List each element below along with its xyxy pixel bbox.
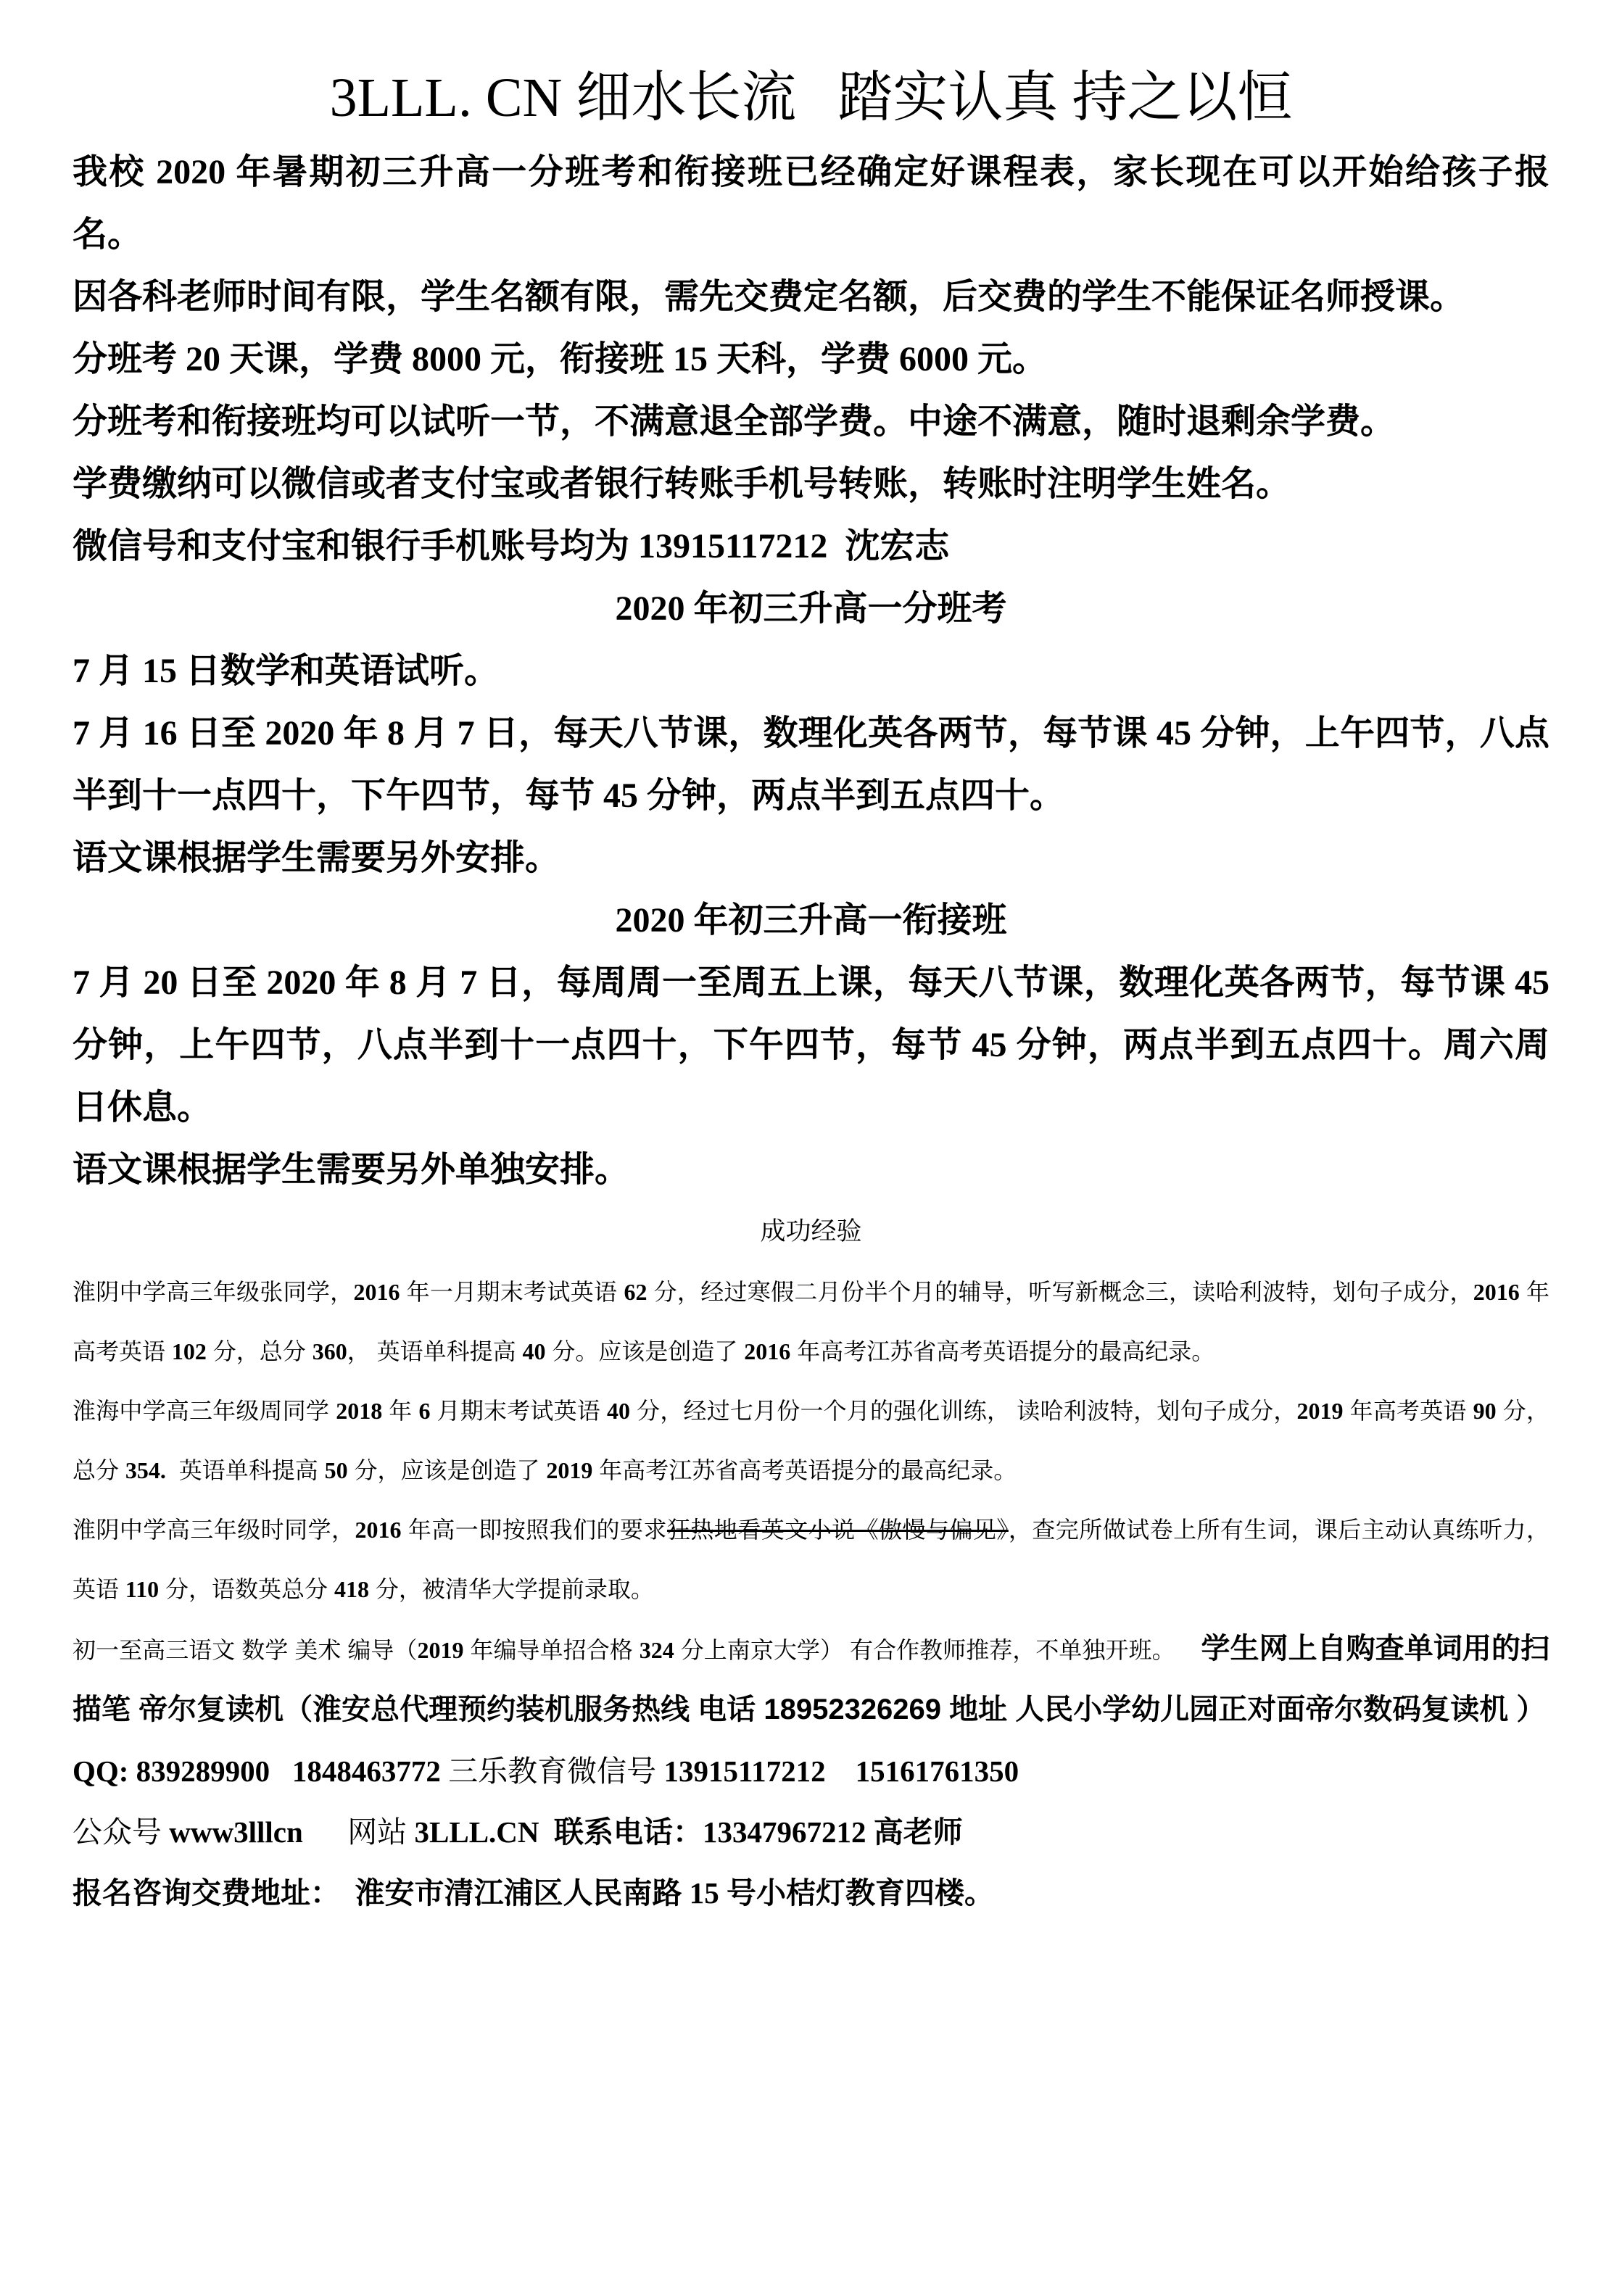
text-run: 学费缴纳可以微信或者支付宝或者银行转账手机号转账，转账时注明学生姓名。 (73, 465, 1291, 503)
text-run: 淮海中学高三年级周同学 (73, 1398, 336, 1424)
text-run: 102 (171, 1338, 207, 1364)
text-run: 50 (324, 1457, 348, 1483)
text-run: 语文课根据学生需要另外单独安排。 (73, 1151, 630, 1189)
wechat-label: 三乐教育微信号 (448, 1754, 664, 1788)
bridge-class-heading (73, 890, 1549, 952)
text-run: 324 (639, 1637, 674, 1663)
text-run: 110 (125, 1576, 160, 1602)
text-run: 2016 (355, 1517, 402, 1543)
text-run: 年一月期末考试英语 (400, 1279, 624, 1305)
bridge-schedule-paragraph (73, 952, 1558, 1139)
strikethrough-text: 狂热地看英文小说《傲慢与偏见》 (666, 1517, 1009, 1543)
text-run: 微信号和支付宝和银行手机账号均为 (73, 527, 639, 565)
text-run: 语文课根据学生需要另外安排。 (73, 839, 560, 877)
qq-contact-line (73, 1741, 1549, 1802)
placement-schedule-paragraph (73, 703, 1549, 827)
text-run: 分，经过寒假二月份半个月的辅导，听写新概念三，读哈利波特，划句子成分， (647, 1279, 1473, 1305)
payment-method-paragraph (73, 453, 1549, 515)
text-run: 360 (312, 1338, 347, 1364)
text-run: 2016 (353, 1279, 400, 1305)
chinese-class-note-2 (73, 1139, 1549, 1201)
intro-paragraph (73, 141, 1549, 266)
text-run: ， 英语单科提高 (347, 1338, 523, 1364)
text-run: 初一至高三语文 数学 美术 编导（ (73, 1637, 418, 1663)
text-run: 分班考 20 天课，学费 8000 元，衔接班 15 天科，学费 6000 元。 (73, 340, 1048, 378)
success-stories-heading (73, 1201, 1549, 1262)
text-run: 成功经验 (760, 1217, 862, 1246)
text-run: 7 月 15 日数学和英语试听。 (73, 652, 500, 690)
document-title: 3LLL. CN 细水长流 踏实认真 持之以恒 (329, 67, 1293, 128)
text-run (539, 1815, 555, 1849)
text-run: 分，应该是创造了 (347, 1457, 547, 1483)
qq-numbers: QQ: 839289900 1848463772 (73, 1754, 449, 1788)
text-run: 年高考英语 (1343, 1398, 1473, 1424)
success-story-1 (73, 1262, 1549, 1381)
other-courses-paragraph (73, 1619, 1549, 1741)
text-run: 2016 (1473, 1279, 1520, 1305)
address-line (73, 1862, 1549, 1923)
text-run: 2019 (546, 1457, 593, 1483)
text-run: 淮阴中学高三年级张同学， (73, 1279, 354, 1305)
website-label: 网站 (302, 1815, 415, 1849)
registration-address: 报名咨询交费地址： 淮安市清江浦区人民南路 15 号小桔灯教育四楼。 (73, 1876, 994, 1910)
text-run: 分。应该是创造了 (545, 1338, 745, 1364)
text-run: 年高考江苏省高考英语提分的最高纪录。 (592, 1457, 1017, 1483)
text-run: 年编导单招合格 (463, 1637, 640, 1663)
text-run: 因各科老师时间有限，学生名额有限，需先交费定名额，后交费的学生不能保证名师授课。 (73, 278, 1465, 316)
document-body (73, 141, 1558, 1923)
text-run: 7 月 20 日至 2020 年 8 月 7 日，每周周一至周五上课，每天八节课，数理化英各两节，每节课 45 分钟，上午四节，八点半到十一点四十，下午四节，每节 45 分钟，两点半到五点四十。周六周日休息。 (73, 963, 1558, 1127)
text-run: 2016 (744, 1338, 791, 1364)
scanner-pen-notice: 学生网上自购查单词用的扫描笔 帝尔复读机（淮安总代理预约装机服务热线 电话 18952326269 地址 人民小学幼儿园正对面帝尔数码复读机 ） (73, 1633, 1549, 1725)
text-run: 分， 总分 (73, 1398, 1556, 1483)
text-run: 40 (522, 1338, 546, 1364)
wechat-numbers: 13915117212 15161761350 (663, 1754, 1019, 1788)
website-url: 3LLL.CN (414, 1815, 539, 1849)
teacher-limit-paragraph (73, 266, 1549, 328)
text-run: 7 月 16 日至 2020 年 8 月 7 日，每天八节课，数理化英各两节，每节课 45 分钟，上午四节，八点半到十一点四十，下午四节，每节 45 分钟，两点半到五点四十。 (73, 714, 1549, 815)
text-run: 月期末考试英语 (430, 1398, 608, 1424)
text-run: 分班考和衔接班均可以试听一节，不满意退全部学费。中途不满意，随时退剩余学费。 (73, 402, 1396, 441)
text-run: 年高考英语 (73, 1279, 1549, 1364)
payment-phone-number: 13915117212 (638, 527, 828, 565)
text-run: 2019 (1296, 1398, 1344, 1424)
text-run: 我校 2020 年暑期初三升高一分班考和衔接班已经确定好课程表，家长现在可以开始给孩子报名。 (73, 153, 1549, 254)
success-story-3 (73, 1500, 1549, 1619)
payee-name: 沈宏志 (827, 527, 950, 565)
text-run: 分，总分 (206, 1338, 313, 1364)
text-run: 年高考江苏省高考英语提分的最高纪录。 (790, 1338, 1215, 1364)
payment-account-paragraph (73, 515, 1549, 578)
text-run: 分上南京大学） 有合作教师推荐，不单独开班。 (674, 1637, 1201, 1663)
text-run: 分，被清华大学提前录取。 (368, 1576, 654, 1602)
website-contact-line (73, 1802, 1549, 1862)
trial-date-line (73, 640, 1549, 703)
tuition-paragraph (73, 328, 1549, 391)
official-account-label: 公众号 (73, 1815, 170, 1849)
placement-exam-heading (73, 578, 1549, 640)
text-run: 2020 年初三升高一衔接班 (615, 901, 1007, 940)
text-run: 英语单科提高 (165, 1457, 325, 1483)
text-run: 分，语数英总分 (159, 1576, 334, 1602)
text-run: 淮阴中学高三年级时同学， (73, 1517, 355, 1543)
success-story-2 (73, 1381, 1556, 1500)
text-run: 年 (382, 1398, 419, 1424)
contact-phone: 联系电话：13347967212 高老师 (554, 1815, 963, 1849)
text-run: 418 (334, 1576, 369, 1602)
text-run: 354. (125, 1457, 166, 1483)
text-run: 年高一即按照我们的要求 (401, 1517, 667, 1543)
text-run: 2019 (417, 1637, 464, 1663)
text-run: 分，经过七月份一个月的强化训练， 读哈利波特，划句子成分， (630, 1398, 1297, 1424)
text-run: 62 (624, 1279, 647, 1305)
official-account-id: www3lllcn (169, 1815, 303, 1849)
text-run: 2018 (336, 1398, 383, 1424)
text-run: 40 (607, 1398, 631, 1424)
text-run: 2020 年初三升高一分班考 (615, 589, 1007, 628)
chinese-class-note (73, 827, 1549, 890)
text-run: 6 (418, 1398, 431, 1424)
text-run: 90 (1473, 1398, 1497, 1424)
text-run: ，查完所做试卷上所有生词，课后主动认真练听力，英语 (73, 1517, 1549, 1602)
trial-refund-paragraph (73, 391, 1549, 453)
